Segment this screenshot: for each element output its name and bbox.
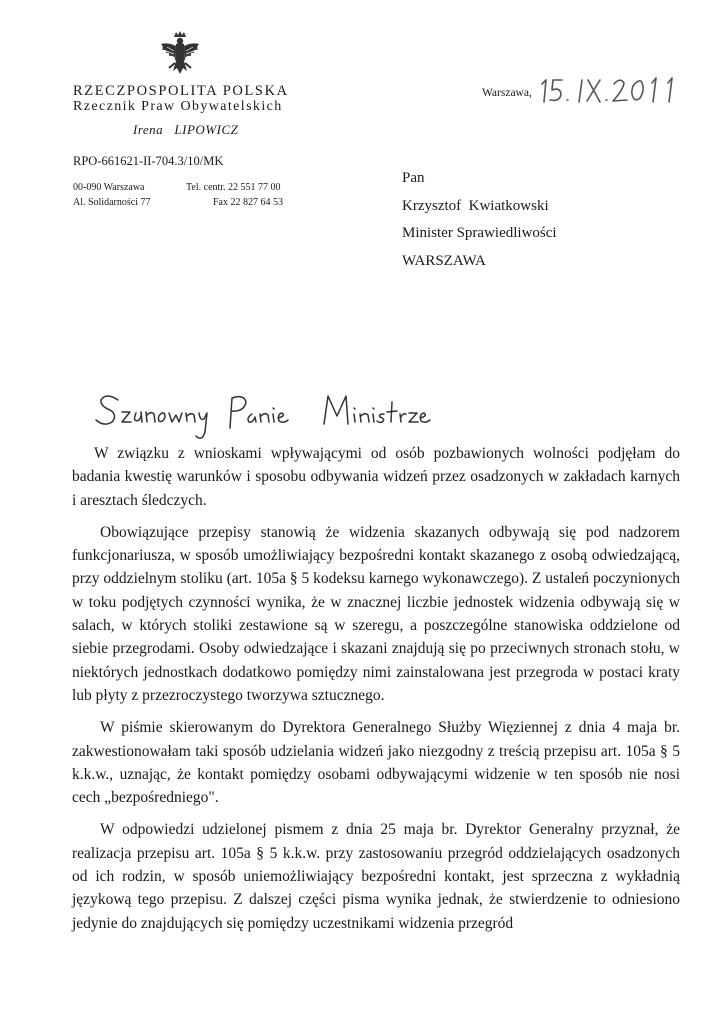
reference-number: RPO-661621-II-704.3/10/MK (73, 154, 224, 168)
handwritten-salutation (92, 386, 432, 448)
org-subtitle: Rzecznik Praw Obywatelskich (73, 99, 283, 114)
address-line-2: Al. Solidarności 77 (73, 197, 151, 208)
address-line-1: 00-090 Warszawa (73, 182, 145, 193)
recipient-city: WARSZAWA (402, 253, 486, 269)
fax-number: Fax 22 827 64 53 (213, 197, 283, 208)
handwritten-date (536, 70, 686, 110)
recipient-salutation: Pan (402, 170, 425, 186)
eagle-emblem-icon (158, 30, 202, 82)
org-title: RZECZPOSPOLITA POLSKA (73, 83, 289, 99)
recipient-title: Minister Sprawiedliwości (402, 225, 557, 241)
phone-number: Tel. centr. 22 551 77 00 (186, 182, 281, 193)
body-paragraph: Obowiązujące przepisy stanowią że widzenia skazanych odbywają się pod nadzorem funkcjonariusza, w sposób umożliwiający bezpośredni kontakt skazanego z osobą odwiedzającą, przy oddzielnym stoliku (art. 105a § 5 kodeksu karnego wykonawczego). Z ustaleń poczynionych w toku podjętych czynności wynika, że w znacznej liczbie jednostek widzenia odbywają się w salach, w których stoliki zestawione są w szeregu, a poszczególne stanowiska oddzielone od siebie przegrodami. Osoby odwiedzające i skazani znajdują się po przeciwnych stronach stołu, w niektórych jednostkach dodatkowo pomiędzy nimi zainstalowana jest przegroda w postaci kraty lub płyty z przezroczystego tworzywa sztucznego. (72, 523, 680, 704)
letter-body (72, 442, 680, 944)
recipient-name: Krzysztof Kwiatkowski (402, 198, 549, 214)
body-paragraph: W związku z wnioskami wpływającymi od osób pozbawionych wolności podjęłam do badania kwestię warunków i sposobu odbywania widzeń przez osadzonych w zakładach karnych i aresztach śledczych. (72, 445, 680, 509)
body-paragraph: W piśmie skierowanym do Dyrektora Generalnego Służby Więziennej z dnia 4 maja br. zakwestionowałam taki sposób udzielania widzeń jako niezgodny z treścią przepisu art. 105a § 5 k.k.w., uznając, że kontakt pomiędzy osobami odbywającymi widzenie w ten sposób nie nosi cech „bezpośredniego". (72, 719, 680, 807)
body-paragraph: W odpowiedzi udzielonej pismem z dnia 25 maja br. Dyrektor Generalny przyznał, że realizacja przepisu art. 105a § 5 k.k.w. przy zastosowaniu przegród oddzielających osadzonych od ich rodzin, w sposób uniemożliwiający bezpośredni kontakt, jest sprzeczna z wykładnią językową tego przepisu. Z dalszej części pisma wynika jednak, że stwierdzenie to odniesiono jedynie do znajdujących się pomiędzy uczestnikami widzenia przegród (72, 821, 680, 932)
ombudsman-name: Irena LIPOWICZ (133, 122, 239, 137)
date-place: Warszawa, (482, 87, 532, 99)
